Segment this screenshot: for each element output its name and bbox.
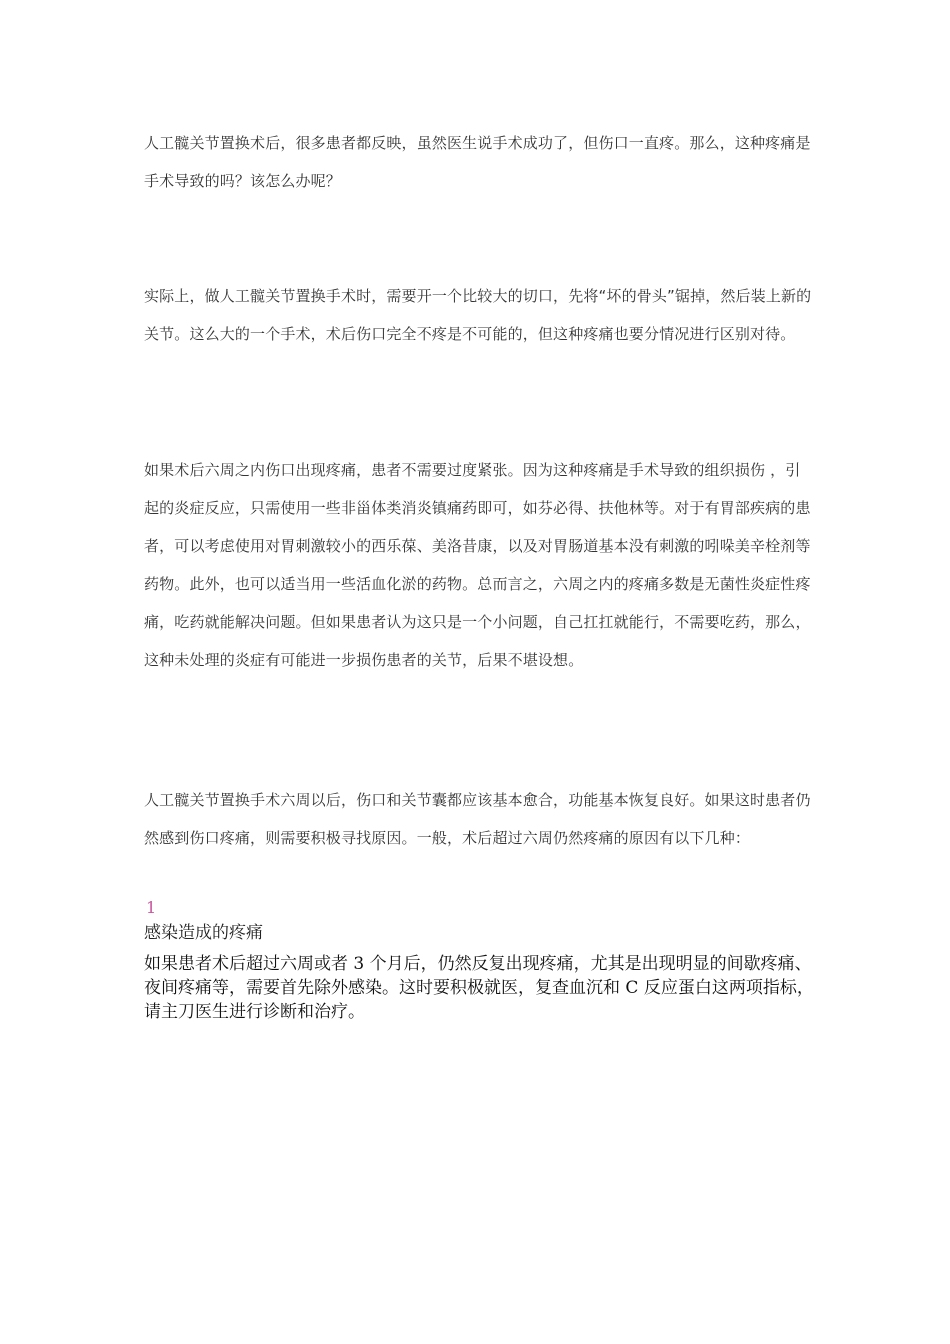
paragraph-after-six-weeks: 人工髋关节置换手术六周以后，伤口和关节囊都应该基本愈合，功能基本恢复良好。如果这时患者仍然感到伤口疼痛，则需要积极寻找原因。一般，术后超过六周仍然疼痛的原因有以下几种： [144,791,811,847]
paragraph-within-six-weeks: 如果术后六周之内伤口出现疼痛，患者不需要过度紧张。因为这种疼痛是手术导致的组织损伤 ，引起的炎症反应，只需使用一些非甾体类消炎镇痛药即可，如芬必得、扶他林等。对于有胃部疾病的患者，可以考虑使用对胃刺激较小的西乐葆、美洛昔康，以及对胃肠道基本没有刺激的吲哚美辛栓剂等药物。此外，也可以适当用一些活血化淤的药物。总而言之，六周之内的疼痛多数是无菌性炎症性疼痛，吃药就能解决问题。但如果患者认为这只是一个小问题，自己扛扛就能行，不需要吃药，那么，这种未处理的炎症有可能进一步损伤患者的关节，后果不堪设想。 [144,461,811,669]
paragraph-intro: 人工髋关节置换术后，很多患者都反映，虽然医生说手术成功了，但伤口一直疼。那么，这种疼痛是手术导致的吗？该怎么办呢？ [144,134,811,190]
section-title: 感染造成的疼痛 [144,923,263,943]
section-body: 如果患者术后超过六周或者 3 个月后，仍然反复出现疼痛，尤其是出现明显的间歇疼痛、夜间疼痛等，需要首先除外感染。这时要积极就医，复查血沉和 C 反应蛋白这两项指标，请主刀医生进行诊断和治疗。 [144,954,814,1022]
section-number: 1 [146,898,157,917]
paragraph-surgery-explanation: 实际上，做人工髋关节置换手术时，需要开一个比较大的切口，先将“坏的骨头”锯掉，然后装上新的关节。这么大的一个手术，术后伤口完全不疼是不可能的，但这种疼痛也要分情况进行区别对待。 [144,287,812,343]
